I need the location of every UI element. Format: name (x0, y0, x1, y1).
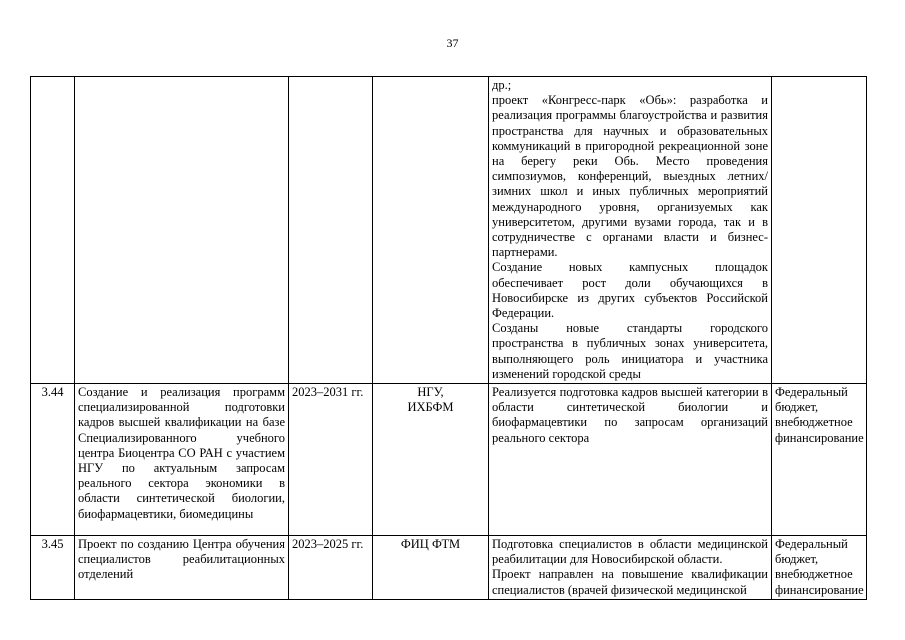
result-paragraph: Подготовка специалистов в области медицинской реабилитации для Новосибирской области. (492, 537, 768, 567)
event-period (289, 77, 373, 384)
event-period: 2023–2025 гг. (289, 536, 373, 600)
event-name: Создание и реализация программ специализированной подготовки кадров высшей квалификации на базе Специализированного учебного центра Биоцентра СО РАН с участием НГУ по актуальным запросам реального сектора экономики в области синтетической биологии, биофармацевтики, биомедицины (75, 384, 289, 536)
funding-source: Федеральный бюджет, внебюджетное финансирование (772, 384, 867, 536)
funding-source: Федеральный бюджет, внебюджетное финансирование (772, 536, 867, 600)
table-row (31, 384, 867, 536)
org-line: НГУ, (417, 385, 444, 400)
expected-result (489, 536, 772, 600)
result-paragraph: проект «Конгресс-парк «Обь»: разработка и реализация программы благоустройства и развития пространства для научных и образовательных коммуникаций в пригородной рекреационной зоне на берегу реки Обь. Место проведения симпозиумов, конференций, выездных летних/зимних школ и иных публичных мероприятий международного уровня, организуемых как университетом, другими вузами города, так и в сотрудничестве с органами власти и бизнес-партнерами. (492, 93, 768, 260)
event-name (75, 77, 289, 384)
funding-source (772, 77, 867, 384)
row-number: 3.45 (31, 536, 75, 600)
table-row (31, 536, 867, 600)
plan-table (30, 76, 867, 600)
responsible-org (373, 384, 489, 536)
org-line: ИХБФМ (407, 400, 454, 415)
event-name: Проект по созданию Центра обучения специалистов реабилитационных отделений (75, 536, 289, 600)
page-number: 37 (446, 36, 459, 50)
responsible-org (373, 536, 489, 600)
row-number: 3.44 (31, 384, 75, 536)
result-paragraph: Создание новых кампусных площадок обеспечивает рост доли обучающихся в Новосибирске из других субъектов Российской Федерации. (492, 260, 768, 321)
table-row (31, 77, 867, 384)
result-paragraph: Реализуется подготовка кадров высшей категории в области синтетической биологии и биофармацевтики по запросам организаций реального сектора (492, 385, 768, 445)
result-paragraph: др.; (492, 78, 512, 92)
expected-result (489, 77, 772, 384)
org-line: ФИЦ ФТМ (400, 537, 461, 552)
result-paragraph: Созданы новые стандарты городского пространства в публичных зонах университета, выполняющего роль инициатора и участника изменений городской среды (492, 321, 768, 381)
expected-result (489, 384, 772, 536)
event-period: 2023–2031 гг. (289, 384, 373, 536)
result-paragraph: Проект направлен на повышение квалификации специалистов (врачей физической медицинской (492, 567, 768, 597)
row-number (31, 77, 75, 384)
responsible-org (373, 77, 489, 384)
